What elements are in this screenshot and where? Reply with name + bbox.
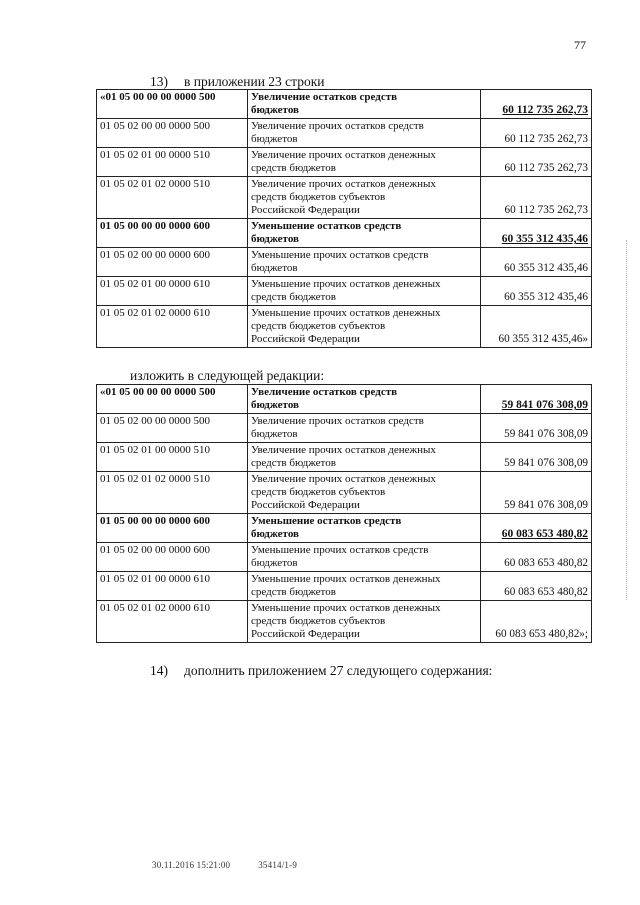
- description-cell: [248, 443, 481, 472]
- old-rows-table: [96, 89, 592, 348]
- amount-cell: 60 112 735 262,73: [481, 177, 592, 219]
- budget-code-cell: 01 05 00 00 00 0000 600: [97, 514, 248, 543]
- description-line: Российской Федерации: [251, 499, 360, 511]
- description-line: Уменьшение остатков средств: [251, 515, 402, 527]
- description-line: бюджетов: [251, 262, 298, 274]
- item-14-text: дополнить приложением 27 следующего содержания:: [184, 663, 493, 678]
- description-line: Увеличение прочих остатков средств: [251, 120, 424, 132]
- description-line: бюджетов: [251, 428, 298, 440]
- amount-cell: 60 083 653 480,82: [481, 514, 592, 543]
- budget-code-cell: 01 05 02 01 00 0000 510: [97, 148, 248, 177]
- budget-code-cell: 01 05 00 00 00 0000 600: [97, 219, 248, 248]
- budget-code-cell: 01 05 02 01 00 0000 510: [97, 443, 248, 472]
- description-cell: [248, 414, 481, 443]
- item-13-number: 13): [150, 74, 168, 89]
- item-14-number: 14): [150, 663, 168, 678]
- budget-code-cell: 01 05 02 01 00 0000 610: [97, 572, 248, 601]
- budget-code-cell: 01 05 02 01 02 0000 610: [97, 306, 248, 348]
- description-cell: [248, 543, 481, 572]
- budget-code-cell: 01 05 02 01 02 0000 510: [97, 472, 248, 514]
- description-cell: [248, 177, 481, 219]
- footer-doc-id: 35414/1-9: [258, 860, 298, 870]
- footer: [152, 860, 297, 870]
- description-cell: [248, 306, 481, 348]
- description-line: средств бюджетов: [251, 162, 336, 174]
- budget-code-cell: 01 05 02 01 02 0000 510: [97, 177, 248, 219]
- description-line: Увеличение остатков средств: [251, 91, 398, 103]
- description-cell: [248, 385, 481, 414]
- table-row: [97, 543, 592, 572]
- new-rows-table: [96, 384, 592, 643]
- description-line: Увеличение прочих остатков средств: [251, 415, 424, 427]
- description-line: Уменьшение прочих остатков денежных: [251, 573, 441, 585]
- table-row: [97, 306, 592, 348]
- description-line: Уменьшение прочих остатков средств: [251, 544, 429, 556]
- table-row: [97, 385, 592, 414]
- description-line: бюджетов: [251, 133, 298, 145]
- description-line: бюджетов: [251, 233, 299, 245]
- description-cell: [248, 514, 481, 543]
- description-cell: [248, 219, 481, 248]
- amount-cell: 60 083 653 480,82»;: [481, 601, 592, 643]
- description-line: Увеличение прочих остатков денежных: [251, 444, 436, 456]
- item-14-paragraph: [150, 663, 492, 679]
- description-cell: [248, 601, 481, 643]
- description-line: бюджетов: [251, 104, 299, 116]
- item-13-paragraph: [150, 74, 325, 90]
- table-row: [97, 277, 592, 306]
- budget-code-cell: 01 05 02 01 00 0000 610: [97, 277, 248, 306]
- table-row: [97, 177, 592, 219]
- budget-code-cell: 01 05 02 00 00 0000 600: [97, 248, 248, 277]
- amount-cell: 60 355 312 435,46»: [481, 306, 592, 348]
- amount-cell: 60 083 653 480,82: [481, 572, 592, 601]
- description-cell: [248, 248, 481, 277]
- description-line: Уменьшение прочих остатков денежных: [251, 602, 441, 614]
- description-line: бюджетов: [251, 528, 299, 540]
- amount-cell: 60 355 312 435,46: [481, 219, 592, 248]
- new-edition-intro: изложить в следующей редакции:: [130, 368, 325, 383]
- description-cell: [248, 277, 481, 306]
- description-line: средств бюджетов субъектов: [251, 615, 386, 627]
- description-line: Увеличение прочих остатков денежных: [251, 149, 436, 161]
- description-cell: [248, 90, 481, 119]
- amount-cell: 60 112 735 262,73: [481, 148, 592, 177]
- amount-cell: 59 841 076 308,09: [481, 414, 592, 443]
- description-line: бюджетов: [251, 399, 299, 411]
- table-row: [97, 248, 592, 277]
- budget-code-cell: 01 05 02 00 00 0000 500: [97, 119, 248, 148]
- description-cell: [248, 119, 481, 148]
- description-line: Российской Федерации: [251, 333, 360, 345]
- amount-cell: 59 841 076 308,09: [481, 472, 592, 514]
- description-cell: [248, 572, 481, 601]
- description-line: средств бюджетов: [251, 291, 336, 303]
- new-rows-body: [97, 385, 592, 643]
- amount-cell: 60 355 312 435,46: [481, 248, 592, 277]
- description-line: средств бюджетов субъектов: [251, 320, 386, 332]
- budget-code-cell: «01 05 00 00 00 0000 500: [97, 385, 248, 414]
- table-row: [97, 443, 592, 472]
- amount-cell: 60 355 312 435,46: [481, 277, 592, 306]
- old-rows-body: [97, 90, 592, 348]
- description-line: Уменьшение прочих остатков средств: [251, 249, 429, 261]
- amount-cell: 60 112 735 262,73: [481, 90, 592, 119]
- table-row: [97, 119, 592, 148]
- table-row: [97, 219, 592, 248]
- amount-cell: 59 841 076 308,09: [481, 443, 592, 472]
- amount-cell: 60 112 735 262,73: [481, 119, 592, 148]
- budget-code-cell: 01 05 02 00 00 0000 500: [97, 414, 248, 443]
- description-line: Уменьшение остатков средств: [251, 220, 402, 232]
- table-row: [97, 414, 592, 443]
- description-line: средств бюджетов: [251, 457, 336, 469]
- description-line: Увеличение прочих остатков денежных: [251, 178, 436, 190]
- amount-cell: 59 841 076 308,09: [481, 385, 592, 414]
- description-line: Увеличение остатков средств: [251, 386, 398, 398]
- description-line: Уменьшение прочих остатков денежных: [251, 278, 441, 290]
- table-row: [97, 514, 592, 543]
- item-13-text: в приложении 23 строки: [184, 74, 325, 89]
- description-cell: [248, 148, 481, 177]
- description-line: бюджетов: [251, 557, 298, 569]
- table-row: [97, 601, 592, 643]
- description-cell: [248, 472, 481, 514]
- amount-cell: 60 083 653 480,82: [481, 543, 592, 572]
- table-row: [97, 572, 592, 601]
- description-line: средств бюджетов субъектов: [251, 486, 386, 498]
- description-line: Российской Федерации: [251, 628, 360, 640]
- budget-code-cell: 01 05 02 00 00 0000 600: [97, 543, 248, 572]
- description-line: средств бюджетов субъектов: [251, 191, 386, 203]
- table-row: [97, 472, 592, 514]
- table-row: [97, 90, 592, 119]
- budget-code-cell: «01 05 00 00 00 0000 500: [97, 90, 248, 119]
- table-row: [97, 148, 592, 177]
- scan-edge-mark: [626, 240, 629, 600]
- budget-code-cell: 01 05 02 01 02 0000 610: [97, 601, 248, 643]
- description-line: Российской Федерации: [251, 204, 360, 216]
- footer-timestamp: 30.11.2016 15:21:00: [152, 860, 231, 870]
- page-number: 77: [574, 38, 586, 52]
- description-line: средств бюджетов: [251, 586, 336, 598]
- description-line: Уменьшение прочих остатков денежных: [251, 307, 441, 319]
- description-line: Увеличение прочих остатков денежных: [251, 473, 436, 485]
